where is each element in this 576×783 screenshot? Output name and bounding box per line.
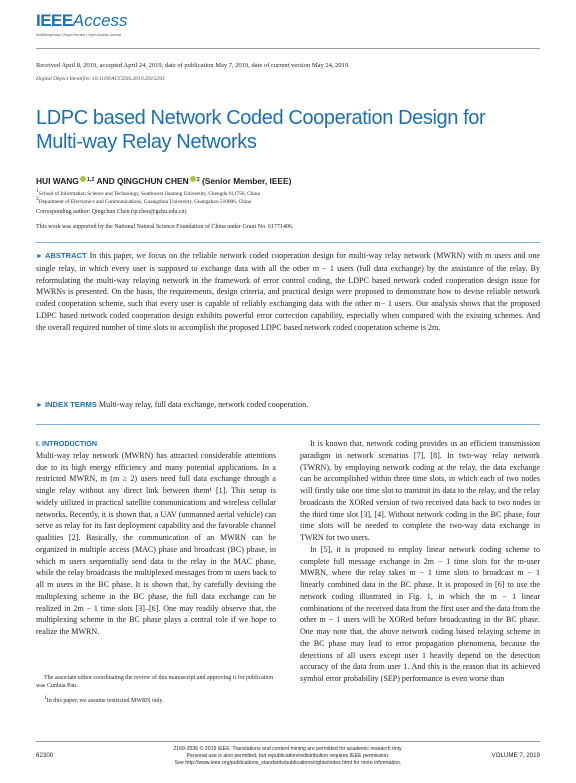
orcid-icon[interactable] [190,176,196,182]
page-number: 62300 [36,752,54,759]
orcid-icon[interactable] [80,176,86,182]
body-column-right [300,438,540,685]
author-conjunction: AND [94,176,117,186]
funding-note: This work was supported by the National Natural Science Foundation of China under Grant No. 61771406. [36,224,294,230]
affiliation-text: Department of Electronics and Communications, Guangzhou University, Guangzhou 510006, China [38,199,252,205]
abstract-block [36,250,540,334]
editor-note: The associate editor coordinating the review of this manuscript and approving it for publication was Cunhua Pan. [36,675,274,689]
footnote [44,694,276,705]
doi-line: Digital Object Identifier 10.1109/ACCESS.2019.2915293 [36,76,165,82]
logo-bold: IEEE [36,11,73,30]
logo-italic: Access [72,11,128,30]
triangle-icon: ► [36,401,43,409]
abstract-label: ABSTRACT [44,251,87,260]
body-paragraph: In [5], it is proposed to employ linear network coding scheme to complete full message exchange in 2m − 1 time slots for the m-user MWRN, where the relay takes m − 1 time slots to broadcast m − 1 linearly combined data in the BC phase. It is proposed in [6] to use the network coding illustrated in Fig. 1, in which the m − 1 linear combinations of the received data from the first user and the data from the other m − 1 users will be XORed before broadcasting in the BC phase. One may note that, the above network coding based relaying scheme in the BC phase may lead to error propagation phenomena, because the detections of all users except user 1 heavily depend on the detection accuracy of the data from user 1. And this is the reason that its achieved symbol error probability (SEP) performance is even worse than [300,544,540,683]
index-terms-label: INDEX TERMS [44,400,97,409]
paper-title: LDPC based Network Coded Cooperation Design for Multi-way Relay Networks [36,107,486,153]
footnotes [36,674,276,705]
author-superscript: 1,2 [86,177,95,183]
abstract-divider [36,242,540,243]
journal-logo [36,12,146,42]
footnote-text: In this paper, we assume restricted MWRN only. [46,698,164,704]
author-membership: (Senior Member, IEEE) [199,176,292,186]
logo-tagline: Multidisciplinary | Rapid Review | Open Access Journal [36,33,122,37]
author-name: QINGCHUN CHEN [116,176,189,186]
body-paragraph: Multi-way relay network (MWRN) has attracted considerable attentions due to its high energy efficiency and many potential applications. In a restricted MWRN, m (m ≥ 2) users need full data exchange through a single relay without any direct link between them¹ [1]. This setup is widely utilized in practical satellite communications and wireless cellular networks. Recently, it is shown that, a UAV (unmanned aerial vehicle) can serve as relay for its fast deployment capability and the favorable channel qualities [2]. Basically, the communication of an MWRN can be organized in multiple access (MAC) phase and broadcast (BC) phase, in which m users sequentially send data to the relay in the MAC phase, while the relay broadcasts the multiplexed messages from m users back to all m users in the BC phase. It is shown that, by carefully devising the multiplexing scheme in the BC phase, the full data exchange can be realized in 2m − 1 time slots [3]–[6]. One may readily observe that, the multiplexing scheme in the BC phase plays a central role if we hope to realize the MWRN. [36,450,276,636]
affiliation-number: 1 [36,188,39,194]
volume-label: VOLUME 7, 2019 [491,752,540,759]
index-terms-divider [36,424,540,425]
license-line: Personal use is also permitted, but republication/redistribution requires IEEE permission. [186,753,390,759]
abstract-text: In this paper, we focus on the reliable network coded cooperation design for multi-way relay network (MWRN) with m users and one single relay, in which every user is supposed to exchange data with all the other m − 1 users (full data exchange) by the assistance of the relay. By reformulating the multi-way relaying network in the framework of error control coding, the LDPC based network coded cooperation design issue for MWRNs is presented. On the basis, the requirements, design criteria, and practical design were proposed to demonstrate how to devise reliable network coded cooperation scheme, such that every user is capable of reliably exchanging data with the other m− 1 users. Our analysis shows that the proposed LDPC based network coded cooperation design exhibits powerful error correction capability, especially when compared with the existing schemes. And the overall required number of time slots to accomplish the proposed LDPC based network coded cooperation scheme is 2m. [36,251,540,332]
license-line: 2169-3536 © 2019 IEEE. Translations and content mining are permitted for academic research only. [173,746,403,752]
header-divider [36,48,540,49]
footnote-number: 1 [44,695,47,701]
body-column-left [36,438,276,638]
affiliation-2 [36,196,251,206]
license-link[interactable]: See http://www.ieee.org/publications_standards/publications/rights/index.html for more information. [174,760,402,766]
author-name: HUI WANG [36,176,79,186]
index-terms-block [36,399,540,411]
affiliation-number: 2 [36,196,39,202]
body-paragraph: It is known that, network coding provides us an efficient transmission paradigm in network scenarios [7], [8]. In two-way relay network (TWRN), by employing network coding at the relay, the data exchange can be accomplished within three time slots, in which each of two nodes will firstly take one time slot to transmit its data to the relay, and the relay broadcasts the XORed version of two received data back to two nodes in the third time slot [3], [4]. Without network coding in the BC phase, four time slots will be needed to complete the two-way data exchange in TWRN for two users. [300,439,540,542]
author-superscript: 2 [196,177,200,183]
publication-dates: Received April 8, 2019, accepted April 24, 2019, date of publication May 7, 2019, date of current version May 24, 2019. [36,62,350,69]
triangle-icon: ► [36,252,43,260]
footer-divider [36,741,540,742]
section-heading: I. INTRODUCTION [36,439,98,448]
corresponding-author: Corresponding author: Qingchun Chen (qcchen@gzhu.edu.cn) [36,209,187,215]
affiliation-text: School of Information Science and Technology, Southwest Jiaotong University, Chengdu 611756, China [38,191,260,197]
index-terms-text: Multi-way relay, full data exchange, network coded cooperation. [98,400,309,409]
logo-wordmark [36,12,146,29]
author-line [36,176,291,186]
license-notice [150,746,426,767]
